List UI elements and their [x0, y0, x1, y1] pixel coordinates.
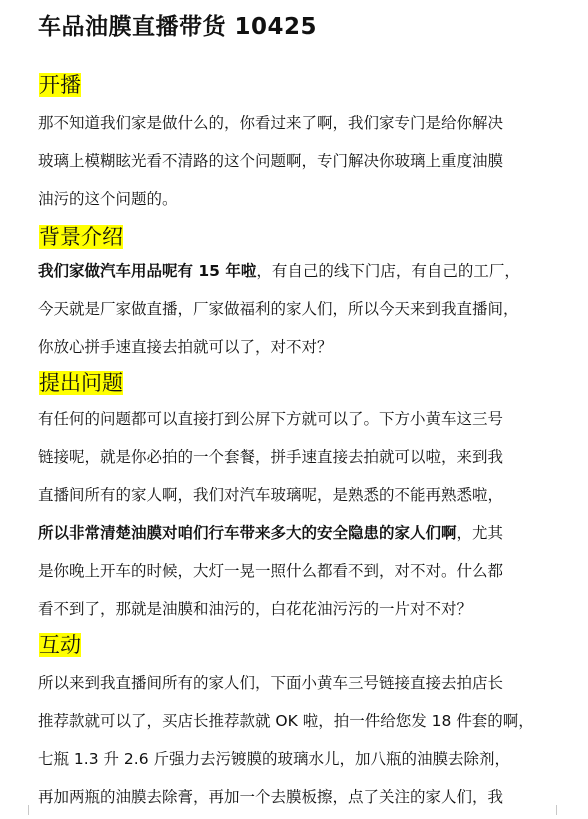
paragraph-line — [38, 252, 550, 290]
text-run: 有任何的问题都可以直接打到公屏下方就可以了。下方小黄车这三号 — [38, 410, 504, 428]
document-title: 车品油膜直播带货 10425 — [38, 14, 318, 40]
text-run: ，尤其 — [456, 524, 504, 542]
text-run: 看不到了，那就是油膜和油污的，白花花油污污的一片对不对？ — [38, 600, 473, 618]
paragraph-line — [38, 590, 550, 628]
text-run: 那不知道我们家是做什么的，你看过来了啊，我们家专门是给你解决 — [38, 114, 504, 132]
text-run: 推荐款就可以了，买店长推荐款就 OK 啦，拍一件给您发 18 件套的啊， — [38, 712, 534, 730]
corner-mark-bottom-left — [18, 805, 29, 815]
paragraph-line — [38, 702, 550, 740]
text-run: 直播间所有的家人啊，我们对汽车玻璃呢，是熟悉的不能再熟悉啦， — [38, 486, 504, 504]
text-run: 玻璃上模糊眩光看不清路的这个问题啊，专门解决你玻璃上重度油膜 — [38, 152, 504, 170]
section-heading-text: 背景介绍 — [39, 225, 123, 249]
section-heading — [38, 70, 82, 100]
paragraph-line — [38, 476, 550, 514]
section-heading — [38, 222, 124, 252]
text-run: 是你晚上开车的时候，大灯一晃一照什么都看不到，对不对。什么都 — [38, 562, 504, 580]
paragraph-line — [38, 514, 550, 552]
text-run: 所以来到我直播间所有的家人们，下面小黄车三号链接直接去拍店长 — [38, 674, 504, 692]
section-heading-text: 提出问题 — [39, 371, 123, 395]
text-run: 链接呢，就是你必拍的一个套餐，拼手速直接去拍就可以啦，来到我 — [38, 448, 504, 466]
text-run: ，有自己的线下门店，有自己的工厂， — [256, 262, 520, 280]
paragraph-line — [38, 104, 550, 142]
bold-text-run: 所以非常清楚油膜对咱们行车带来多大的安全隐患的家人们啊 — [38, 524, 457, 542]
section-paragraph — [38, 664, 550, 816]
paragraph-line — [38, 142, 550, 180]
section-heading — [38, 368, 124, 398]
paragraph-line — [38, 664, 550, 702]
text-run: 七瓶 1.3 升 2.6 斤强力去污镀膜的玻璃水儿，加八瓶的油膜去除剂， — [38, 750, 511, 768]
text-run: 油污的这个问题的。 — [38, 190, 178, 208]
text-run: 今天就是厂家做直播，厂家做福利的家人们，所以今天来到我直播间， — [38, 300, 519, 318]
paragraph-line — [38, 400, 550, 438]
paragraph-line — [38, 438, 550, 476]
bold-text-run: 我们家做汽车用品呢有 15 年啦 — [38, 262, 257, 280]
text-run: 你放心拼手速直接去拍就可以了，对不对？ — [38, 338, 333, 356]
paragraph-line — [38, 552, 550, 590]
paragraph-line — [38, 180, 550, 218]
section-paragraph — [38, 104, 550, 218]
section-paragraph — [38, 252, 550, 366]
section-heading — [38, 630, 82, 660]
paragraph-line — [38, 740, 550, 778]
section-heading-text: 开播 — [39, 73, 81, 97]
section-paragraph — [38, 400, 550, 628]
text-run: 再加两瓶的油膜去除膏，再加一个去膜板擦，点了关注的家人们，我 — [38, 788, 504, 806]
section-heading-text: 互动 — [39, 633, 81, 657]
paragraph-line — [38, 290, 550, 328]
corner-mark-bottom-right — [556, 805, 567, 815]
paragraph-line — [38, 778, 550, 816]
paragraph-line — [38, 328, 550, 366]
